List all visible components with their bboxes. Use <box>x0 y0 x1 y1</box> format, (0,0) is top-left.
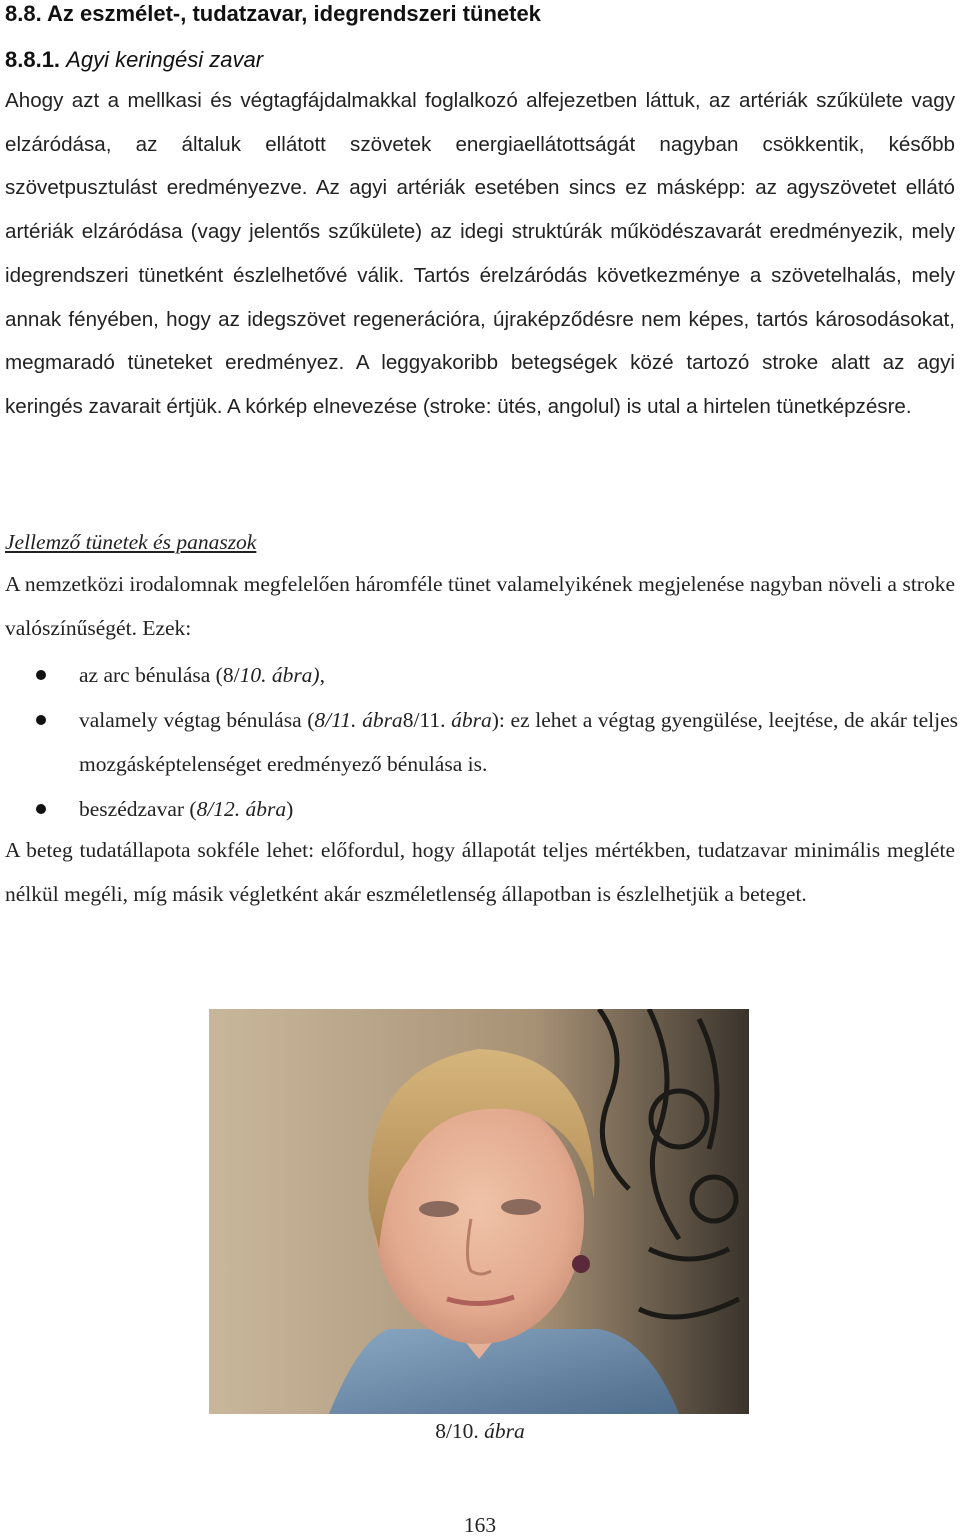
list-item <box>0 787 958 832</box>
jacket <box>329 1329 679 1414</box>
caption-word: ábra <box>484 1419 525 1443</box>
figure-caption <box>0 1416 960 1446</box>
bullet-tail: ): ez lehet a végtag gyengülése, leejtése, de akár teljes mozgásképtelenséget eredményező bénulása is. <box>79 707 958 776</box>
section-heading: 8.8. Az eszmélet-, tudatzavar, idegrendszeri tünetek <box>5 1 541 26</box>
patient-photo <box>209 1009 749 1414</box>
figure-reference: ábra <box>451 707 492 732</box>
figure-reference: 8/12. ábra <box>196 796 287 821</box>
bullet-text: valamely végtag bénulása ( <box>79 707 315 732</box>
right-eye <box>501 1199 541 1215</box>
bullet-text: az arc bénulása (8/ <box>79 663 240 687</box>
symptoms-subheading: Jellemző tünetek és panaszok <box>5 530 257 554</box>
bullet-text: beszédzavar ( <box>79 796 197 821</box>
consciousness-paragraph: A beteg tudatállapota sokféle lehet: előfordul, hogy állapotát teljes mértékben, tudatzavar minimális megléte nélkül megéli, míg másik végletként akár eszméletlenség állapotban is észlelhetjük a beteget. <box>5 838 955 906</box>
list-item <box>0 653 958 698</box>
figure-reference: 10. ábra) <box>239 663 320 687</box>
earring-icon <box>572 1255 590 1273</box>
subsection-heading <box>5 46 263 74</box>
bullet-icon <box>36 804 46 814</box>
bullet-icon <box>36 715 46 725</box>
intro-paragraph: Ahogy azt a mellkasi és végtagfájdalmakkal foglalkozó alfejezetben láttuk, az artériák szűkülete vagy elzáródása, az általuk ellátott szövetek energiaellátottságát nagyban csökkentik, később szövetpusztulást eredményezve. Az agyi artériák esetében sincs ez másképp: az agyszövetet ellátó artériák elzáródása (vagy jelentős szűkülete) az idegi struktúrák működészavarát eredményezik, mely idegrendszeri tünetként észlelhetővé válik. Tartós érelzáródás következménye a szövetelhalás, mely annak fényében, hogy az idegszövet regenerációra, újraképződésre nem képes, tartós károsodásokat, megmaradó tüneteket eredményez. A leggyakoribb betegségek közé tartozó stroke alatt az agyi keringés zavarait értjük. A kórkép elnevezése (stroke: ütés, angolul) is utal a hirtelen tünetképzésre. <box>5 89 955 418</box>
list-item <box>0 698 958 787</box>
bullet-tail: ) <box>286 796 294 821</box>
figure-reference: 8/11. ábra <box>314 707 403 732</box>
subsection-title: Agyi keringési zavar <box>66 47 264 72</box>
bullet-mid: 8/11. <box>402 707 452 732</box>
symptom-list <box>0 653 958 831</box>
symptoms-paragraph: A nemzetközi irodalomnak megfelelően háromféle tünet valamelyikének megjelenése nagyban növeli a stroke valószínűségét. Ezek: <box>5 572 955 640</box>
bullet-tail: , <box>319 663 325 687</box>
caption-number: 8/10. <box>435 1419 485 1443</box>
subsection-number: 8.8.1. <box>5 47 67 72</box>
bullet-icon <box>36 670 46 680</box>
left-eye <box>419 1201 459 1217</box>
page-number: 163 <box>463 1513 497 1537</box>
